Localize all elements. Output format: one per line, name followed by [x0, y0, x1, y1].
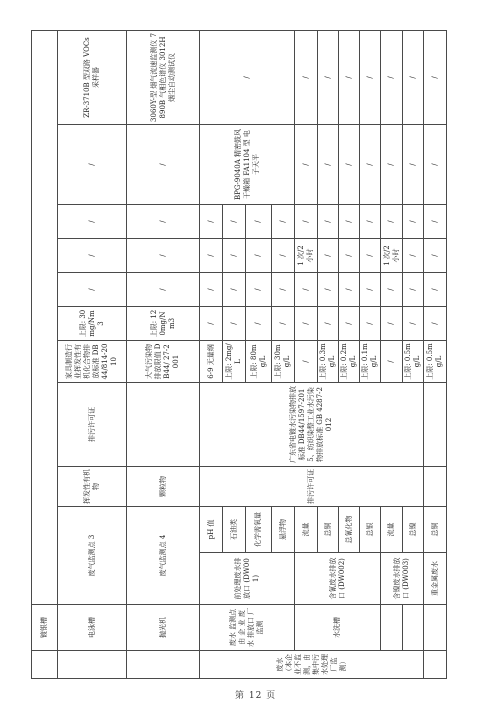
group-sub-label: 废水 监测点 由 企 业 废水 排放口 厂监测 [200, 605, 295, 651]
cell: / [200, 30, 295, 124]
cell: 1 次/2 小时 [381, 239, 403, 273]
cell: 1 次/2 小时 [295, 239, 318, 273]
cell: / [295, 30, 318, 124]
cell: / [295, 125, 318, 205]
cell: / [58, 239, 127, 273]
cell: / [403, 273, 424, 307]
cell: 上限: 80mg/L [246, 341, 272, 383]
cell: 6-9 无量纲 [200, 341, 223, 383]
cell: / [424, 239, 447, 273]
cell: / [318, 30, 339, 124]
cell: 废气监测点 4 [127, 507, 200, 605]
monitoring-table [31, 30, 447, 679]
cell: 总铜 [318, 507, 339, 553]
table-row [424, 30, 447, 678]
rotated-table-wrapper [31, 31, 443, 679]
cell: 3060Y-型 烟气流速监测仪 7890B 气相色谱仪 3012H 烟尘自动测试仪 [127, 30, 200, 124]
table-row [58, 30, 127, 678]
blank-cell [424, 651, 447, 679]
cell: / [360, 273, 381, 307]
cell: / [223, 307, 246, 341]
cell: / [58, 273, 127, 307]
table-row [32, 30, 58, 678]
cell: / [381, 341, 403, 383]
cell: 流量 [295, 507, 318, 553]
cell: / [424, 307, 447, 341]
cell: / [360, 307, 381, 341]
cell: / [246, 239, 272, 273]
cell: / [127, 125, 200, 205]
cell: / [246, 307, 272, 341]
cell: 上限: 0.3mg/L [318, 341, 339, 383]
cell: / [381, 273, 403, 307]
section-label: 镀银槽 [32, 605, 58, 651]
table-row [127, 30, 200, 678]
cell: 前处理废水排放口 (DW001) [200, 553, 295, 605]
cell: / [318, 125, 339, 205]
cell: / [424, 30, 447, 124]
cell: / [339, 273, 360, 307]
cell: / [223, 239, 246, 273]
cell: / [272, 273, 295, 307]
cell: / [272, 239, 295, 273]
cell: 上限: 0.1mg/L [360, 341, 381, 383]
cell: / [295, 205, 318, 239]
cell: 大气污染物排放限值 DB44/ 27-2001 [127, 341, 200, 383]
cell: / [223, 273, 246, 307]
cell: 上限: 0.2mg/L [339, 341, 360, 383]
cell: / [318, 239, 339, 273]
cell: / [360, 30, 381, 124]
cell: / [360, 125, 381, 205]
cell: / [318, 273, 339, 307]
cell: / [381, 307, 403, 341]
cell: 重金属废水 [424, 553, 447, 605]
cell: 排污许可证 [58, 383, 127, 467]
cell: / [246, 273, 272, 307]
cell: / [381, 125, 403, 205]
cell: 排污许可证 [200, 467, 424, 507]
cell: / [127, 273, 200, 307]
cell: 总镍 [403, 507, 424, 553]
cell: 上限: 0.5mg/L [424, 341, 447, 383]
blank-cell [32, 651, 58, 679]
cell: 抛光机 [127, 605, 200, 651]
cell: / [318, 307, 339, 341]
cell: pH 值 [200, 507, 223, 553]
cell: / [200, 205, 223, 239]
cell: / [360, 205, 381, 239]
cell: 含镍废水排放口 (DW003) [381, 553, 424, 605]
cell: 水洗槽 [295, 605, 381, 651]
blank-cell [127, 651, 200, 679]
cell: / [295, 341, 318, 383]
cell: 广东省电镀水污染物排放标准 DB44/1597-2015、纺织染整工业水污染物排放标准 GB 4287-2012 [200, 383, 424, 467]
cell: / [223, 205, 246, 239]
cell: / [58, 205, 127, 239]
cell: 化学需氧量 [246, 507, 272, 553]
cell: / [403, 125, 424, 205]
cell: / [360, 239, 381, 273]
blank-cell [424, 383, 447, 467]
cell: / [200, 273, 223, 307]
cell: 电泳槽 [58, 605, 127, 651]
cell: / [424, 273, 447, 307]
cell: / [246, 205, 272, 239]
cell: / [200, 307, 223, 341]
blank-cell [32, 30, 58, 604]
cell: 上限: 2mg/L [223, 341, 246, 383]
cell: / [318, 205, 339, 239]
cell: / [295, 307, 318, 341]
cell: 总银 [360, 507, 381, 553]
cell: / [127, 239, 200, 273]
cell: 总铜 [424, 507, 447, 553]
cell: 上限: 30mg/Nm 3 [58, 307, 127, 341]
cell: / [58, 125, 127, 205]
page-number: 第 12 页 [235, 691, 277, 701]
cell: / [424, 205, 447, 239]
cell: / [200, 239, 223, 273]
cell: / [272, 205, 295, 239]
cell: BPG-9040A 精密鼓风干燥箱 FA1104 型 电子天平 [200, 125, 295, 205]
cell: 石油类 [223, 507, 246, 553]
cell: / [339, 125, 360, 205]
table-row [295, 30, 318, 678]
blank-cell [58, 651, 127, 679]
cell: 悬浮物 [272, 507, 295, 553]
cell: 总氰化物 [339, 507, 360, 553]
cell: 颗粒物 [127, 467, 200, 507]
cell: / [272, 307, 295, 341]
cell: / [127, 205, 200, 239]
cell: / [403, 205, 424, 239]
cell: / [381, 205, 403, 239]
cell: 流量 [381, 507, 403, 553]
blank-cell [381, 605, 403, 651]
blank-cell [403, 605, 424, 651]
cell: / [403, 307, 424, 341]
table-row [200, 30, 223, 678]
cell: 上限: 0.5mg/L [403, 341, 424, 383]
table-row [381, 30, 403, 678]
cell: / [381, 30, 403, 124]
cell: / [339, 307, 360, 341]
cell [127, 383, 200, 467]
cell: 废气监测点 3 [58, 507, 127, 605]
cell: / [295, 273, 318, 307]
cell: ZR-3710B 型双路 VOCs 采样器 [58, 30, 127, 124]
cell: 上限: 30mg/L [272, 341, 295, 383]
cell: 家具制造行业挥发性有机化合物排放标准 DB44/814-2010 [58, 341, 127, 383]
cell: / [403, 239, 424, 273]
cell: 含氰废水排放口 (DW002) [295, 553, 381, 605]
cell: / [403, 30, 424, 124]
blank-cell [424, 605, 447, 651]
cell: / [424, 125, 447, 205]
cell: / [339, 239, 360, 273]
cell: / [339, 30, 360, 124]
cell: 挥发性有机物 [58, 467, 127, 507]
group-label: 废水（本企业不监测，由集中污水处理厂监测） [200, 651, 424, 679]
cell: / [339, 205, 360, 239]
blank-cell [424, 467, 447, 507]
cell: 上限: 120mg/N m3 [127, 307, 200, 341]
